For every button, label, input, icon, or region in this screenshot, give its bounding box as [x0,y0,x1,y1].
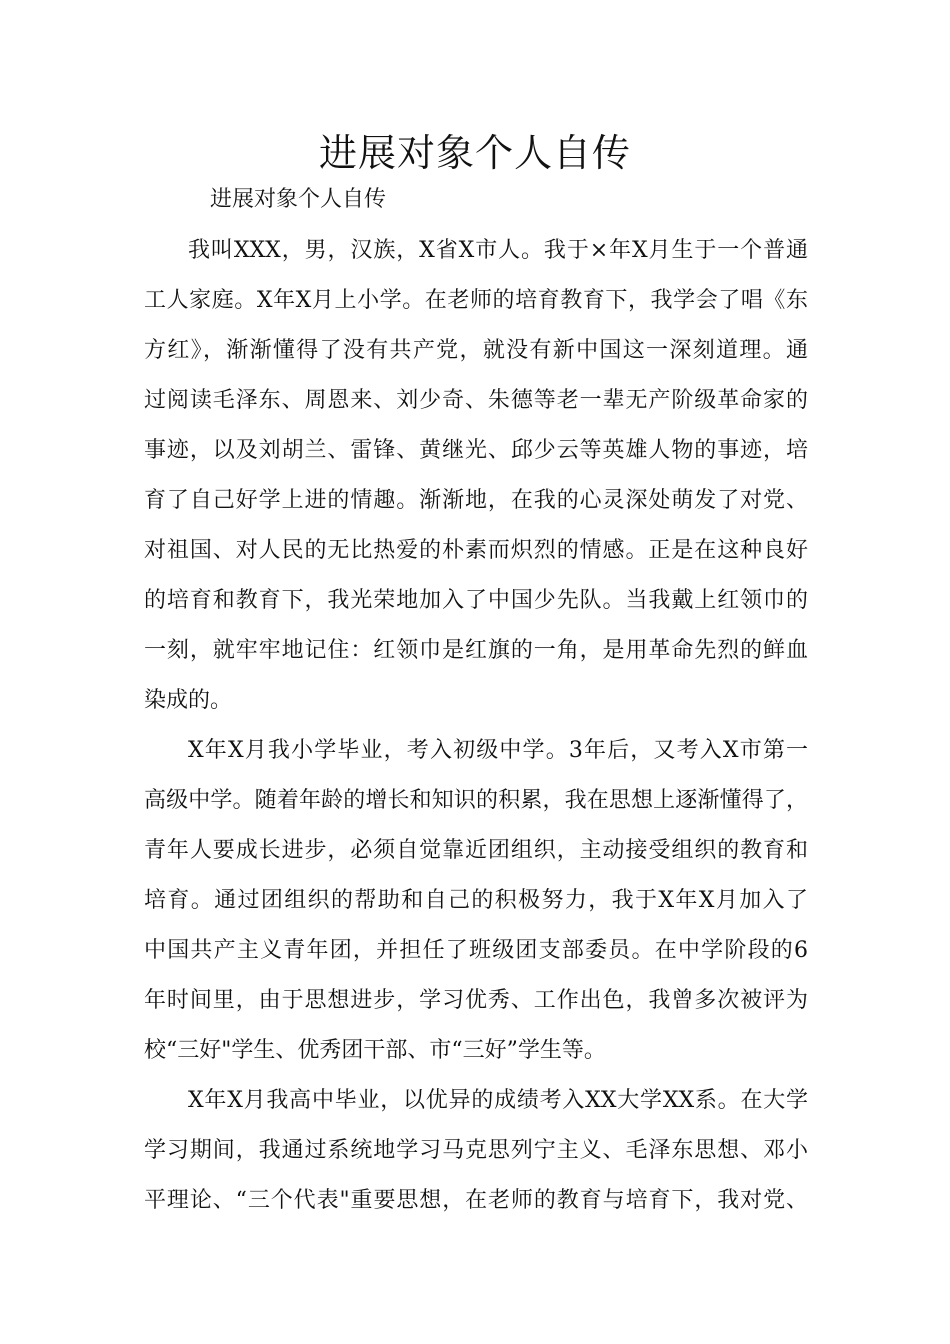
paragraph-line: 高级中学。随着年龄的增长和知识的积累，我在思想上逐渐懂得了， [144,788,808,813]
paragraph-line: 一刻，就牢牢地记住：红领巾是红旗的一角，是用革命先烈的鲜血 [144,638,808,663]
paragraph-3 [144,1083,808,1233]
paragraph-line: 中国共产主义青年团，并担任了班级团支部委员。在中学阶段的6 [144,938,808,963]
paragraph-line: X年X月我高中毕业，以优异的成绩考入XX大学XX系。在大学 [188,1088,808,1113]
document-subtitle: 进展对象个人自传 [210,187,387,212]
paragraph-line: 学习期间，我通过系统地学习马克思列宁主义、毛泽东思想、邓小 [144,1138,808,1163]
paragraph-line: 方红》，渐渐懂得了没有共产党，就没有新中国这一深刻道理。通 [144,338,808,363]
paragraph-2 [144,733,808,1083]
paragraph-line: 染成的。 [144,688,233,713]
paragraph-1 [144,233,808,733]
paragraph-line: 平理论、“三个代表"重要思想，在老师的教育与培育下，我对党、 [144,1188,808,1213]
paragraph-line: 育了自己好学上进的情趣。渐渐地，在我的心灵深处萌发了对党、 [144,488,808,513]
paragraph-line: 过阅读毛泽东、周恩来、刘少奇、朱德等老一辈无产阶级革命家的 [144,388,808,413]
paragraph-line: 青年人要成长进步，必须自觉靠近团组织，主动接受组织的教育和 [144,838,808,863]
paragraph-line: 事迹，以及刘胡兰、雷锋、黄继光、邱少云等英雄人物的事迹，培 [144,438,808,463]
paragraph-line: 年时间里，由于思想进步，学习优秀、工作出色，我曾多次被评为 [144,988,808,1013]
paragraph-line: 校“三好"学生、优秀团干部、市“三好”学生等。 [144,1038,606,1063]
paragraph-line: 工人家庭。X年X月上小学。在老师的培育教育下，我学会了唱《东 [144,288,808,313]
document-title: 进展对象个人自传 [318,131,631,175]
paragraph-line: 培育。通过团组织的帮助和自己的积极努力，我于X年X月加入了 [144,888,808,913]
paragraph-line: 对祖国、对人民的无比热爱的朴素而炽烈的情感。正是在这种良好 [144,538,808,563]
paragraph-line: 的培育和教育下，我光荣地加入了中国少先队。当我戴上红领巾的 [144,588,808,613]
paragraph-line: 我叫XXX，男，汉族，X省X市人。我于×年X月生于一个普通 [188,238,808,263]
document-body [144,233,808,1233]
paragraph-line: X年X月我小学毕业，考入初级中学。3年后，又考入X市第一 [188,738,808,763]
